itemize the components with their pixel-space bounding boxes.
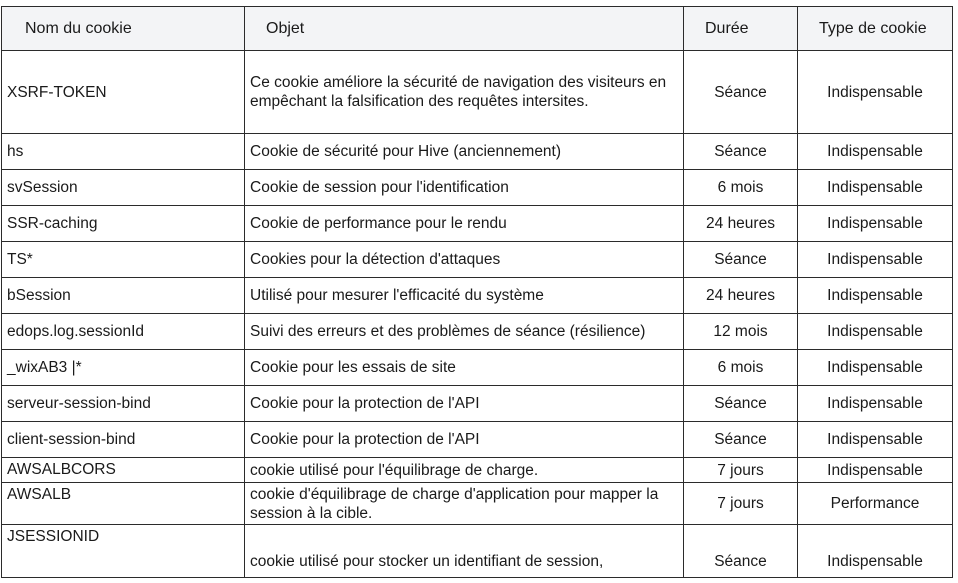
table-row bbox=[2, 134, 953, 170]
cell-purpose: cookie d'équilibrage de charge d'application pour mapper la session à la cible. bbox=[245, 483, 684, 525]
cell-purpose: Ce cookie améliore la sécurité de navigation des visiteurs en empêchant la falsification des requêtes intersites. bbox=[245, 51, 684, 134]
cell-cookie-type: Indispensable bbox=[798, 386, 953, 422]
cell-cookie-type: Indispensable bbox=[798, 51, 953, 134]
table-row bbox=[2, 422, 953, 458]
cell-cookie-name: TS* bbox=[2, 242, 245, 278]
cell-duration: Séance bbox=[684, 51, 798, 134]
cell-cookie-type: Indispensable bbox=[798, 170, 953, 206]
cell-cookie-type: Performance bbox=[798, 483, 953, 525]
table-row bbox=[2, 525, 953, 578]
cell-cookie-name: svSession bbox=[2, 170, 245, 206]
cell-duration: Séance bbox=[684, 242, 798, 278]
table-row bbox=[2, 278, 953, 314]
header-duration: Durée bbox=[684, 7, 798, 51]
cell-cookie-name: SSR-caching bbox=[2, 206, 245, 242]
cell-duration: Séance bbox=[684, 386, 798, 422]
cell-cookie-name: XSRF-TOKEN bbox=[2, 51, 245, 134]
cell-cookie-type: Indispensable bbox=[798, 350, 953, 386]
cell-cookie-type: Indispensable bbox=[798, 278, 953, 314]
cell-cookie-name: AWSALB bbox=[2, 483, 245, 525]
cell-cookie-name: AWSALBCORS bbox=[2, 458, 245, 483]
cell-purpose: Cookie pour la protection de l'API bbox=[245, 386, 684, 422]
cell-duration: Séance bbox=[684, 134, 798, 170]
cell-purpose: Cookie de sécurité pour Hive (anciennement) bbox=[245, 134, 684, 170]
cell-purpose: cookie utilisé pour stocker un identifiant de session, bbox=[245, 525, 684, 578]
cell-purpose: Suivi des erreurs et des problèmes de séance (résilience) bbox=[245, 314, 684, 350]
cell-cookie-type: Indispensable bbox=[798, 458, 953, 483]
cell-duration: Séance bbox=[684, 422, 798, 458]
cell-cookie-type: Indispensable bbox=[798, 134, 953, 170]
cell-cookie-name: _wixAB3 |* bbox=[2, 350, 245, 386]
cell-purpose: Cookies pour la détection d'attaques bbox=[245, 242, 684, 278]
cell-purpose: Utilisé pour mesurer l'efficacité du système bbox=[245, 278, 684, 314]
cell-cookie-name: bSession bbox=[2, 278, 245, 314]
cell-purpose: Cookie pour les essais de site bbox=[245, 350, 684, 386]
cell-cookie-type: Indispensable bbox=[798, 422, 953, 458]
cell-cookie-name: JSESSIONID bbox=[2, 525, 245, 578]
cell-cookie-name: client-session-bind bbox=[2, 422, 245, 458]
cell-duration: 24 heures bbox=[684, 278, 798, 314]
cell-cookie-name: hs bbox=[2, 134, 245, 170]
table-row bbox=[2, 350, 953, 386]
cell-purpose: Cookie de performance pour le rendu bbox=[245, 206, 684, 242]
table-row bbox=[2, 314, 953, 350]
header-cookie-type: Type de cookie bbox=[798, 7, 953, 51]
table-row bbox=[2, 242, 953, 278]
cell-cookie-name: edops.log.sessionId bbox=[2, 314, 245, 350]
cell-duration: 7 jours bbox=[684, 483, 798, 525]
table-row bbox=[2, 483, 953, 525]
cell-duration: 6 mois bbox=[684, 170, 798, 206]
header-cookie-name: Nom du cookie bbox=[2, 7, 245, 51]
cell-purpose: Cookie de session pour l'identification bbox=[245, 170, 684, 206]
table-row bbox=[2, 206, 953, 242]
cell-duration: 7 jours bbox=[684, 458, 798, 483]
cell-cookie-type: Indispensable bbox=[798, 525, 953, 578]
cell-purpose: Cookie pour la protection de l'API bbox=[245, 422, 684, 458]
header-row bbox=[2, 7, 953, 51]
cell-cookie-type: Indispensable bbox=[798, 242, 953, 278]
cell-duration: Séance bbox=[684, 525, 798, 578]
cell-purpose: cookie utilisé pour l'équilibrage de charge. bbox=[245, 458, 684, 483]
cell-duration: 12 mois bbox=[684, 314, 798, 350]
table-row bbox=[2, 51, 953, 134]
table-row bbox=[2, 170, 953, 206]
table-row bbox=[2, 458, 953, 483]
header-purpose: Objet bbox=[245, 7, 684, 51]
cell-cookie-type: Indispensable bbox=[798, 314, 953, 350]
table-row bbox=[2, 386, 953, 422]
cell-cookie-name: serveur-session-bind bbox=[2, 386, 245, 422]
cookie-table bbox=[1, 6, 953, 578]
cell-cookie-type: Indispensable bbox=[798, 206, 953, 242]
cell-duration: 24 heures bbox=[684, 206, 798, 242]
cell-duration: 6 mois bbox=[684, 350, 798, 386]
